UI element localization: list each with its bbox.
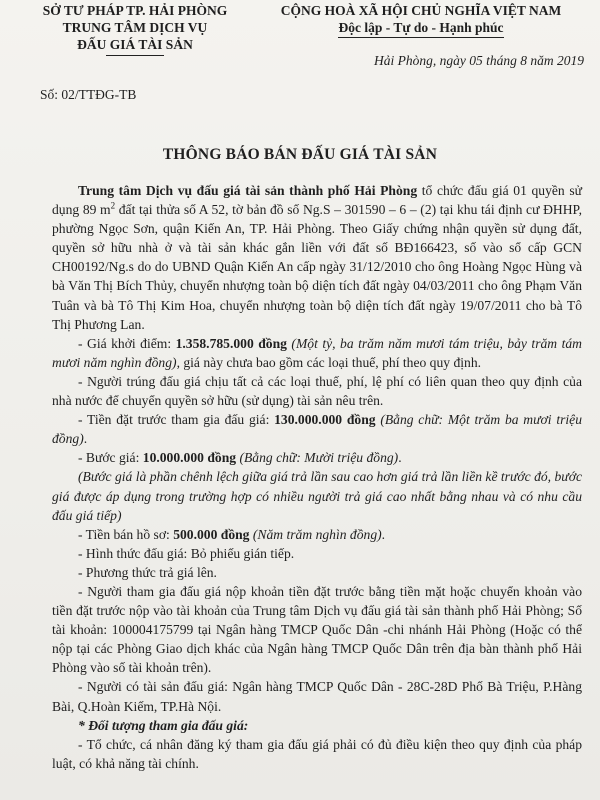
intro-text-1: tổ chức đấu giá 01 quyền sử dụng 89 m xyxy=(52,183,582,218)
participants-item: - Tổ chức, cá nhân đăng ký tham gia đấu giá phải có đủ điều kiện theo quy định của pháp luật, có khả năng tài chính. xyxy=(52,736,582,771)
national-motto: Độc lập - Tự do - Hạnh phúc xyxy=(338,19,503,38)
intro-text-2: đất tại thửa số A 52, tờ bản đồ số Ng.S – 301590 – 6 – (2) tại khu tái định cư ĐHHP, phường Ngọc Sơn, quận Kiến An, TP. Hải Phòng. Theo Giấy chứng nhận quyền sử dụng đất, quyền sở hữu nhà ở và tài sản khác gắn liền với đất số BĐ166423, số vào sổ cấp GCN CH00192/Ng.s do do UBND Quận Kiến An cấp ngày 31/12/2010 cho ông Hoàng Ngọc Hùng và bà Văn Thị Bích Thủy, chuyển nhượng toàn bộ diện tích đất ngày 04/03/2011 cho ông Phạm Văn Tuân và bà Tô Thị Kim Hoa, chuyển nhượng toàn bộ diện tích đất ngày 19/07/2011 cho bà Tô Thị Phương Lan. xyxy=(52,202,582,332)
step-price-prefix: - Bước giá: xyxy=(78,450,143,466)
start-price-amount: 1.358.785.000 đồng xyxy=(175,335,287,351)
issuing-organization xyxy=(30,2,240,56)
deposit-item xyxy=(52,410,582,448)
start-price-words: (Một tỷ, ba trăm năm mươi tám triệu, bảy trăm tám mươi năm nghìn đồng) xyxy=(52,335,582,370)
start-price-item xyxy=(52,334,582,372)
step-price-words: (Bằng chữ: Mười triệu đồng) xyxy=(236,450,399,466)
org-line-2: TRUNG TÂM DỊCH VỤ xyxy=(62,20,208,35)
intro-paragraph xyxy=(52,181,582,334)
participants-heading: * Đối tượng tham gia đấu giá: xyxy=(78,717,249,733)
org-line-1: SỞ TƯ PHÁP TP. HẢI PHÒNG xyxy=(42,3,228,18)
file-fee-item xyxy=(52,525,582,544)
step-price-item xyxy=(52,448,582,467)
intro-superscript: 2 xyxy=(110,200,116,211)
step-price-amount: 10.000.000 đồng xyxy=(142,450,237,466)
deposit-prefix: - Tiền đặt trước tham gia đấu giá: xyxy=(78,412,275,428)
file-fee-words: (Năm trăm nghìn đồng) xyxy=(249,526,382,542)
org-underline xyxy=(106,55,164,56)
bidding-mode-item: - Phương thức trả giá lên. xyxy=(78,564,217,580)
start-price-suffix: , giá này chưa bao gồm các loại thuế, phí theo quy định. xyxy=(176,354,482,370)
organization-name: Trung tâm Dịch vụ đấu giá tài sản thành phố Hải Phòng xyxy=(78,183,418,198)
org-line-3: ĐẤU GIÁ TÀI SẢN xyxy=(77,37,193,52)
asset-owner-item: - Người có tài sản đấu giá: Ngân hàng TMCP Quốc Dân - 28C-28D Phố Bà Triệu, P.Hàng Bài, Q.Hoàn Kiếm, TP.Hà Nội. xyxy=(52,679,582,714)
national-heading xyxy=(256,2,586,69)
file-fee-amount: 500.000 đồng xyxy=(173,526,250,542)
taxes-item: - Người trúng đấu giá chịu tất cả các loại thuế, phí, lệ phí có liên quan theo quy định của nhà nước để chuyển quyền sở hữu (sử dụng) tài sản nêu trên. xyxy=(52,373,582,409)
document-body xyxy=(52,181,582,773)
deposit-suffix: . xyxy=(83,431,88,447)
place-date: Hải Phòng, ngày 05 tháng 8 năm 2019 xyxy=(374,53,584,68)
payment-item: - Người tham gia đấu giá nộp khoản tiền đặt trước bằng tiền mặt hoặc chuyển khoản vào tiền đặt trước nộp vào tài khoản của Trung tâm Dịch vụ đấu giá tài sản thành phố Hải Phòng; Số tài khoản: 100004175799 tại Ngân hàng TMCP Quốc Dân -chi nhánh Hải Phòng (Hoặc có thể nộp tại các Phòng Giao dịch khác của Ngân hàng TMCP Quốc Dân trên địa bàn thành phố Hải Phòng vào số tài khoản trên). xyxy=(52,583,582,676)
auction-method-item: - Hình thức đấu giá: Bỏ phiếu gián tiếp. xyxy=(78,545,295,561)
deposit-words: (Bằng chữ: Một trăm ba mươi triệu đồng) xyxy=(52,412,582,447)
document-number: Số: 02/TTĐG-TB xyxy=(40,87,137,102)
document-header xyxy=(0,0,600,110)
deposit-amount: 130.000.000 đồng xyxy=(274,412,376,428)
step-price-note: (Bước giá là phần chênh lệch giữa giá trả lần sau cao hơn giá trả lần liền kề trước đó, bước giá được áp dụng trong trường hợp có nhiều người trả giá cao nhất bằng nhau và có nhu cầu đấu giá tiếp) xyxy=(52,469,582,523)
file-fee-suffix: . xyxy=(381,526,386,542)
nation-name: CỘNG HOÀ XÃ HỘI CHỦ NGHĨA VIỆT NAM xyxy=(280,3,562,18)
file-fee-prefix: - Tiền bán hồ sơ: xyxy=(78,526,174,542)
step-price-suffix: . xyxy=(398,450,402,466)
document-title: THÔNG BÁO BÁN ĐẤU GIÁ TÀI SẢN xyxy=(162,146,438,163)
start-price-prefix: - Giá khởi điểm: xyxy=(78,335,176,351)
